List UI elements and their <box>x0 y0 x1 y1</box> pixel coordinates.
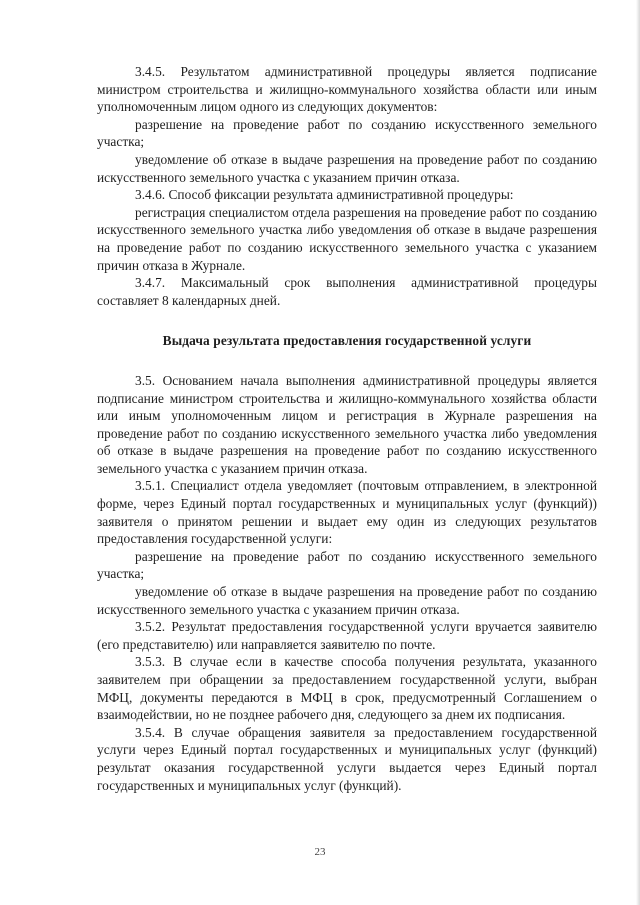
paragraph-refusal-item-2: уведомление об отказе в выдаче разрешения на проведение работ по созданию искусственного земельного участка с указанием причин отказа. <box>97 584 597 617</box>
paragraph-permit-item-2: разрешение на проведение работ по созданию искусственного земельного участка; <box>97 548 597 582</box>
paragraph-3-4-6: 3.4.6. Способ фиксации результата административной процедуры: <box>135 187 514 203</box>
scan-edge-shadow <box>636 0 640 905</box>
section-heading: Выдача результата предоставления государственной услуги <box>162 333 532 349</box>
paragraph-3-5: 3.5. Основанием начала выполнения административной процедуры является подписание министром строительства и жилищно-коммунального хозяйства области или иным уполномоченным лицом и регистрация в Журнале разрешения на проведение работ по созданию искусственного земельного участка либо уведомления об отказе в выдаче разрешения на проведение работ по созданию искусственного земельного участка с указанием причин отказа. <box>97 372 597 476</box>
paragraph-3-4-5: 3.4.5. Результатом административной процедуры является подписание министром строительства и жилищно-коммунального хозяйства области или иным уполномоченным лицом одного из следующих документов: <box>97 64 597 115</box>
paragraph-registration: регистрация специалистом отдела разрешения на проведение работ по созданию искусственного земельного участка либо уведомления об отказе в выдаче разрешения на проведение работ по созданию искусственного земельного участка с указанием причин отказа в Журнале. <box>97 204 597 273</box>
paragraph-refusal-item: уведомление об отказе в выдаче разрешения на проведение работ по созданию искусственного земельного участка с указанием причин отказа. <box>97 151 597 185</box>
document-body <box>97 63 597 794</box>
paragraph-3-4-7: 3.4.7. Максимальный срок выполнения административной процедуры составляет 8 календарных дней. <box>97 275 597 308</box>
paragraph-3-5-2: 3.5.2. Результат предоставления государственной услуги вручается заявителю (его представителю) или направляется заявителю по почте. <box>97 619 597 652</box>
paragraph-3-5-4: 3.5.4. В случае обращения заявителя за предоставлением государственной услуги через Единый портал государственных и муниципальных услуг (функций) результат оказания государственной услуги выдается через Единый портал государственных и муниципальных услуг (функций). <box>97 724 597 793</box>
paragraph-3-5-3: 3.5.3. В случае если в качестве способа получения результата, указанного заявителем при обращении за предоставлением государственной услуги, выбран МФЦ, документы передаются в МФЦ в срок, предусмотренный Соглашением о взаимодействии, но не позднее рабочего дня, следующего за днем их подписания. <box>97 654 597 723</box>
paragraph-3-5-1: 3.5.1. Специалист отдела уведомляет (почтовым отправлением, в электронной форме, через Единый портал государственных и муниципальных услуг (функций)) заявителя о принятом решении и выдает ему один из следующих результатов предоставления государственной услуги: <box>97 478 597 547</box>
page-number: 23 <box>314 846 326 858</box>
paragraph-permit-item: разрешение на проведение работ по созданию искусственного земельного участка; <box>97 116 597 150</box>
